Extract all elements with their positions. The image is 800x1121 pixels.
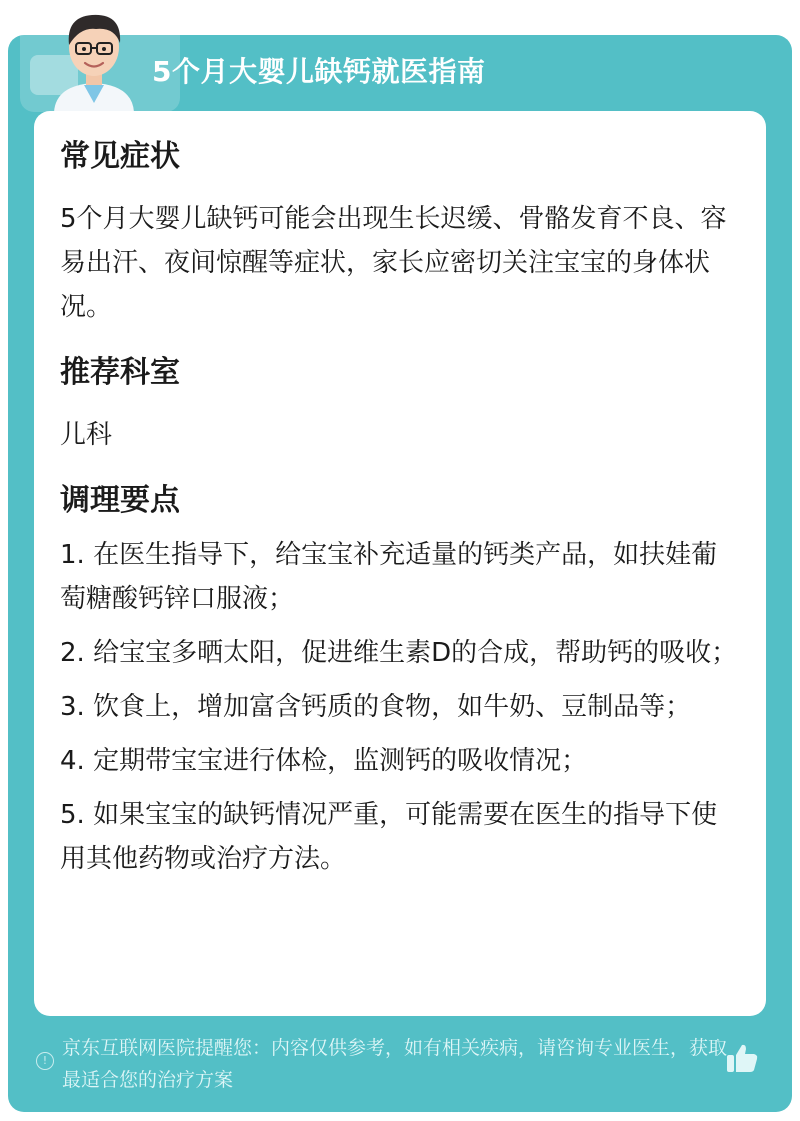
list-item: 2. 给宝宝多晒太阳，促进维生素D的合成，帮助钙的吸收； xyxy=(60,638,738,668)
disclaimer-text: 京东互联网医院提醒您：内容仅供参考，如有相关疾病，请咨询专业医生，获取最适合您的治疗方案 xyxy=(62,1037,728,1091)
doctor-avatar xyxy=(44,5,144,112)
thumbs-up-icon[interactable] xyxy=(724,1040,760,1076)
care-tips-list xyxy=(60,533,740,881)
list-item: 3. 饮食上，增加富含钙质的食物，如牛奶、豆制品等； xyxy=(60,692,692,722)
symptoms-text: 5个月大婴儿缺钙可能会出现生长迟缓、骨骼发育不良、容易出汗、夜间惊醒等症状，家长应密切关注宝宝的身体状况。 xyxy=(60,204,727,322)
list-item: 5. 如果宝宝的缺钙情况严重，可能需要在医生的指导下使用其他药物或治疗方法。 xyxy=(60,800,718,874)
content-card xyxy=(34,111,766,1016)
list-item: 4. 定期带宝宝进行体检，监测钙的吸收情况； xyxy=(60,746,588,776)
page-title: 5个月大婴儿缺钙就医指南 xyxy=(152,55,486,88)
section-heading-department: 推荐科室 xyxy=(60,355,180,390)
section-heading-symptoms: 常见症状 xyxy=(60,139,180,174)
department-text: 儿科 xyxy=(60,420,113,450)
list-item: 1. 在医生指导下，给宝宝补充适量的钙类产品，如扶娃葡萄糖酸钙锌口服液； xyxy=(60,540,718,614)
section-heading-care: 调理要点 xyxy=(60,483,180,518)
info-icon: ! xyxy=(36,1052,54,1070)
